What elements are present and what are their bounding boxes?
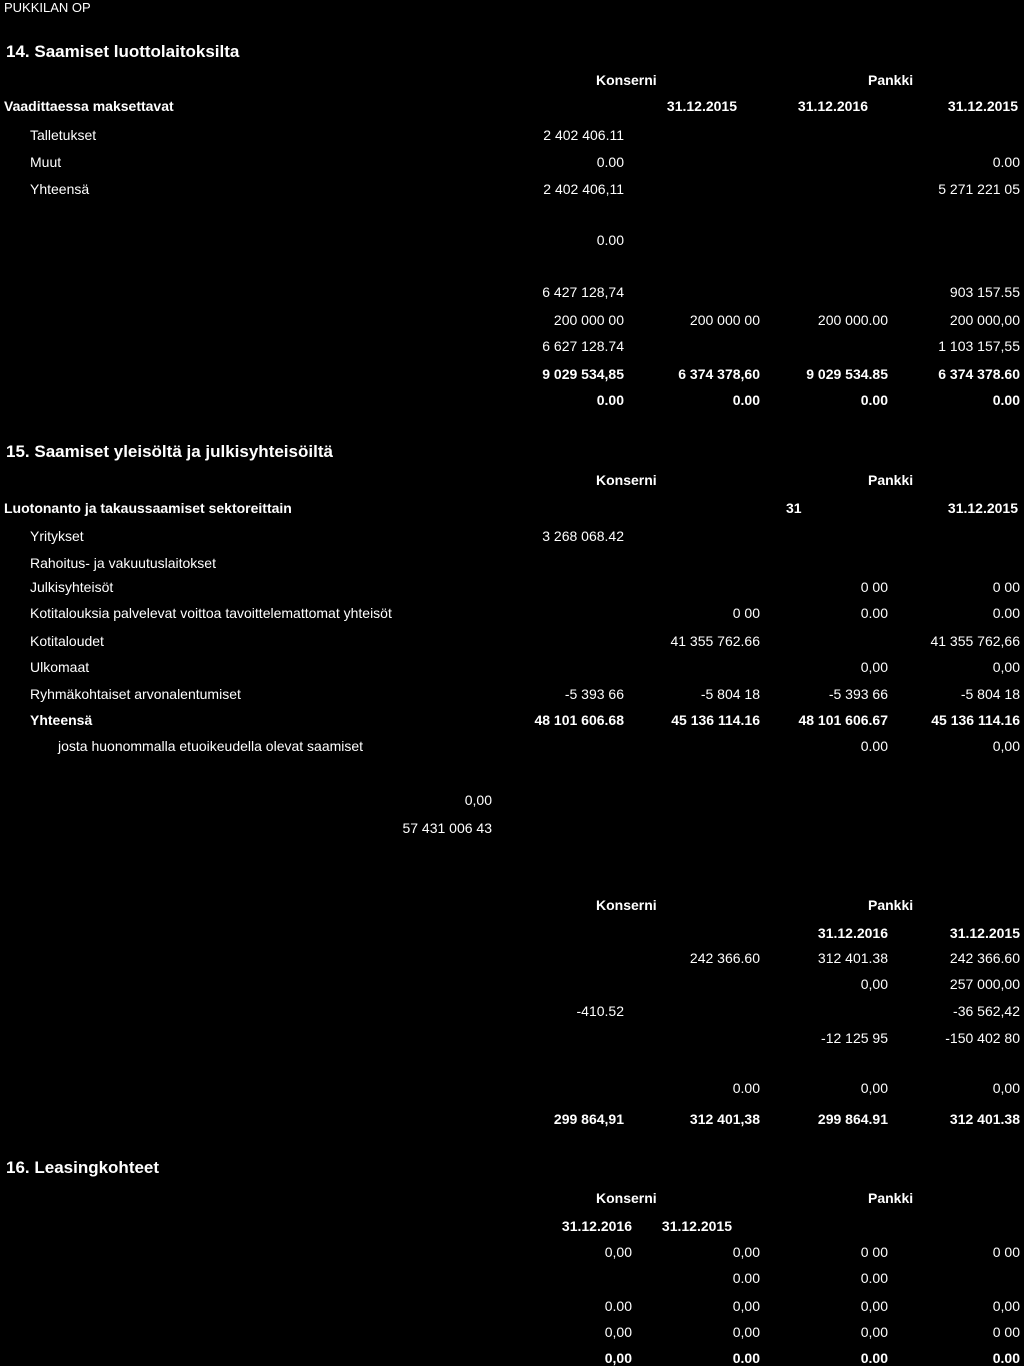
s15-value: 0,00 [464,792,492,808]
s16-value: 0 00 [992,1244,1020,1260]
section-15-title: 15. Saamiset yleisöltä ja julkisyhteisöiltä [6,442,333,461]
s14-muut-col4: 0.00 [992,154,1020,170]
s15-ryhma-label: Ryhmäkohtaiset arvonalentumiset [30,686,241,702]
s15-julkis-col4: 0 00 [992,579,1020,595]
s15b-value: 242 366.60 [689,950,760,966]
s14-muut-col1: 0.00 [596,154,624,170]
s16-value: 0,00 [604,1324,632,1340]
s16-value: 0,00 [732,1298,760,1314]
s14-konserni-header: Konserni [596,72,657,88]
s15-ryhma-col3: -5 393 66 [828,686,888,702]
s14-value: 6 627 128.74 [542,338,624,354]
s15b-value: -410.52 [576,1003,624,1019]
s15b-value: -12 125 95 [821,1030,888,1046]
s15-ryhma-col4: -5 804 18 [960,686,1020,702]
s16-total: 0.00 [860,1350,888,1366]
s14-total: 6 374 378.60 [938,366,1020,382]
s15b-value: 0,00 [992,1080,1020,1096]
s15-josta-col4: 0,00 [992,738,1020,754]
s14-value: 200 000 00 [553,312,624,328]
s15-rahoitus-label: Rahoitus- ja vakuutuslaitokset [30,555,216,571]
s15b-date-col3: 31.12.2016 [817,925,888,941]
s14-total: 9 029 534,85 [542,366,624,382]
s15b-total: 299 864.91 [817,1111,888,1127]
s14-yhteensa-col4: 5 271 221 05 [938,181,1020,197]
s14-total: 0.00 [992,392,1020,408]
s16-date-col1: 31.12.2016 [561,1218,632,1234]
s16-value: 0.00 [732,1270,760,1286]
s15-yritykset-col1: 3 268 068.42 [542,528,624,544]
s15-josta-col3: 0.00 [860,738,888,754]
s15-ryhma-col1: -5 393 66 [564,686,624,702]
s15-yhteensa-col3: 48 101 606.67 [798,712,888,728]
s15-kotitaloudet-label: Kotitaloudet [30,633,104,649]
s16-value: 0,00 [992,1298,1020,1314]
s16-total: 0.00 [732,1350,760,1366]
s16-pankki-header: Pankki [868,1190,914,1206]
s16-date-col2: 31.12.2015 [661,1218,732,1234]
s15-ulkomaat-col4: 0,00 [992,659,1020,675]
s15-date-col3: 31 [786,500,802,516]
s15-yhteensa-col1: 48 101 606.68 [534,712,624,728]
s14-total: 0.00 [596,392,624,408]
section-16-title: 16. Leasingkohteet [6,1158,160,1177]
s15-julkis-col3: 0 00 [860,579,888,595]
s15-kotitaloudet-col4: 41 355 762,66 [930,633,1020,649]
s16-value: 0 00 [860,1244,888,1260]
s14-total: 6 374 378,60 [678,366,760,382]
s16-value: 0.00 [860,1270,888,1286]
section-14-title: 14. Saamiset luottolaitoksilta [6,42,240,61]
s15-pankki-header: Pankki [868,472,914,488]
s14-date-col3: 31.12.2016 [797,98,868,114]
s15-date-col4: 31.12.2015 [947,500,1018,516]
s15-kotitaloudet-col2: 41 355 762.66 [670,633,760,649]
s15b-value: 242 366.60 [949,950,1020,966]
s14-pankki-header: Pankki [868,72,914,88]
s14-total: 9 029 534.85 [806,366,888,382]
s15-kotitalouksia-label: Kotitalouksia palvelevat voittoa tavoittelemattomat yhteisöt [30,605,392,621]
s15-ryhma-col2: -5 804 18 [700,686,760,702]
s16-value: 0 00 [992,1324,1020,1340]
s15b-value: 257 000,00 [949,976,1020,992]
s15b-value: 0.00 [732,1080,760,1096]
s16-total: 0.00 [992,1350,1020,1366]
organization-name: PUKKILAN OP [4,0,91,15]
s15-ulkomaat-col3: 0,00 [860,659,888,675]
s14-total: 0.00 [732,392,760,408]
s16-value: 0,00 [604,1244,632,1260]
s15-kotitalouksia-col4: 0.00 [992,605,1020,621]
s15b-date-col4: 31.12.2015 [949,925,1020,941]
s14-total: 0.00 [860,392,888,408]
s16-value: 0.00 [604,1298,632,1314]
s14-value: 6 427 128,74 [542,284,624,300]
s16-konserni-header: Konserni [596,1190,657,1206]
s14-value: 200 000.00 [817,312,888,328]
s16-total: 0,00 [604,1350,632,1366]
s15b-total: 312 401,38 [689,1111,760,1127]
s14-muut-label: Muut [30,154,62,170]
s15-kotitalouksia-col3: 0.00 [860,605,888,621]
s15b-value: 0,00 [860,976,888,992]
s16-value: 0,00 [860,1298,888,1314]
s15-yhteensa-col2: 45 136 114.16 [671,712,760,728]
s14-row-label: Vaadittaessa maksettavat [4,98,174,114]
s15b-total: 299 864,91 [553,1111,624,1127]
s15b-value: 0,00 [860,1080,888,1096]
s16-value: 0,00 [732,1324,760,1340]
s16-value: 0,00 [732,1244,760,1260]
s15-julkis-label: Julkisyhteisöt [30,579,114,595]
s14-talletukset-col1: 2 402 406.11 [543,127,624,143]
s14-yhteensa-col1: 2 402 406,11 [543,181,624,197]
s15-yhteensa-col4: 45 136 114.16 [931,712,1020,728]
s15b-value: -150 402 80 [945,1030,1020,1046]
s15-yhteensa-label: Yhteensä [30,712,93,728]
s15-kotitalouksia-col2: 0 00 [732,605,760,621]
s15-konserni-header: Konserni [596,472,657,488]
s15b-pankki-header: Pankki [868,897,914,913]
s15-yritykset-label: Yritykset [30,528,84,544]
s14-value: 200 000 00 [689,312,760,328]
s14-value: 0.00 [596,232,624,248]
s15-ulkomaat-label: Ulkomaat [30,659,90,675]
s16-value: 0,00 [860,1324,888,1340]
s14-yhteensa-label: Yhteensä [30,181,90,197]
s15b-total: 312 401.38 [949,1111,1020,1127]
s15b-konserni-header: Konserni [596,897,657,913]
s15-value: 57 431 006 43 [402,820,492,836]
s15b-value: -36 562,42 [953,1003,1020,1019]
s15b-value: 312 401.38 [817,950,888,966]
s14-date-col2: 31.12.2015 [666,98,737,114]
s15-josta-label: josta huonommalla etuoikeudella olevat saamiset [58,738,364,754]
s14-value: 1 103 157,55 [938,338,1020,354]
s14-value: 200 000,00 [949,312,1020,328]
s14-date-col4: 31.12.2015 [947,98,1018,114]
s14-value: 903 157.55 [949,284,1020,300]
s14-talletukset-label: Talletukset [30,127,97,143]
s15-row-label: Luotonanto ja takaussaamiset sektoreittain [4,500,292,516]
